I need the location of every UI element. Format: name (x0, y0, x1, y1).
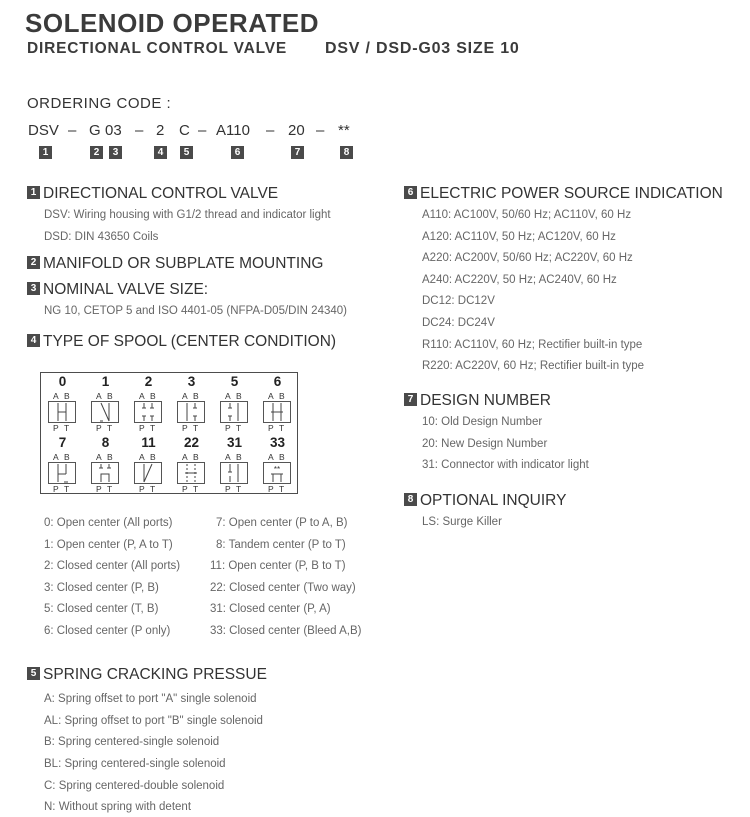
section-heading-8 (404, 492, 566, 510)
port-label-p: P (53, 484, 59, 493)
spool-description: 0: Open center (All ports) (44, 517, 173, 529)
section-title: TYPE OF SPOOL (CENTER CONDITION) (43, 333, 337, 350)
spool-6-symbol (260, 391, 294, 432)
spool-cell (41, 434, 84, 495)
port-label-p: P (225, 423, 231, 432)
port-label-a: A (139, 452, 145, 462)
flow-line (101, 474, 109, 482)
port-label-a: A (53, 452, 59, 462)
section-heading-1 (27, 185, 278, 203)
spool-7-symbol (45, 452, 79, 493)
spool-number: 2 (144, 374, 153, 389)
spool-description: 2: Closed center (All ports) (44, 560, 181, 572)
port-label-a: A (53, 391, 59, 401)
spec-item: 31: Connector with indicator light (422, 459, 589, 471)
port-label-b: B (64, 452, 70, 462)
port-label-a: A (268, 452, 274, 462)
spool-2-symbol (131, 391, 165, 432)
port-label-p: P (96, 423, 102, 432)
spool-description: 22: Closed center (Two way) (210, 582, 356, 594)
port-label-t: T (64, 484, 70, 493)
spec-item: A120: AC110V, 50 Hz; AC120V, 60 Hz (422, 231, 616, 243)
code-token: A110 (216, 122, 250, 139)
port-label-p: P (139, 423, 145, 432)
spool-box (221, 402, 248, 423)
port-label-t: T (107, 423, 113, 432)
code-token: 03 (105, 122, 122, 139)
spool-cell (84, 373, 127, 434)
spool-description: 1: Open center (P, A to T) (44, 539, 173, 551)
port-label-b: B (279, 391, 285, 401)
spool-number: 5 (230, 374, 239, 389)
code-token: 20 (288, 122, 305, 139)
spool-5-symbol (217, 391, 251, 432)
code-separator: – (135, 122, 144, 139)
code-position-badge: 2 (90, 146, 103, 159)
port-label-b: B (236, 391, 242, 401)
port-label-b: B (236, 452, 242, 462)
spool-number: 33 (269, 435, 286, 450)
spool-description: 33: Closed center (Bleed A,B) (210, 625, 362, 637)
spec-item: DC12: DC12V (422, 295, 495, 307)
port-label-t: T (107, 484, 113, 493)
spool-description: 11: Open center (P, B to T) (210, 560, 346, 572)
spool-number: 3 (187, 374, 196, 389)
spool-cell (127, 434, 170, 495)
port-label-b: B (107, 391, 113, 401)
code-position-badge: 6 (231, 146, 244, 159)
spec-item: R110: AC110V, 60 Hz; Rectifier built-in type (422, 339, 643, 351)
port-label-t: T (64, 423, 70, 432)
code-position-badge: 1 (39, 146, 52, 159)
port-label-t: T (279, 423, 285, 432)
spool-description: 31: Closed center (P, A) (210, 603, 331, 615)
port-label-b: B (150, 391, 156, 401)
spool-number: 1 (101, 374, 110, 389)
port-label-p: P (225, 484, 231, 493)
code-position-badge: 7 (291, 146, 304, 159)
code-position-badge: 3 (109, 146, 122, 159)
spool-box (221, 463, 248, 484)
port-label-p: P (96, 484, 102, 493)
spool-0-symbol (45, 391, 79, 432)
spec-item: A220: AC200V, 50/60 Hz; AC220V, 60 Hz (422, 252, 633, 264)
section-title: ELECTRIC POWER SOURCE INDICATION (420, 185, 723, 202)
port-label-p: P (182, 484, 188, 493)
spec-item: R220: AC220V, 60 Hz; Rectifier built-in type (422, 360, 645, 372)
spool-cell (256, 434, 299, 495)
section-title: DESIGN NUMBER (420, 392, 551, 409)
port-label-a: A (225, 391, 231, 401)
section-heading-6 (404, 185, 723, 203)
port-label-a: A (96, 452, 102, 462)
spool-cell (127, 373, 170, 434)
port-label-b: B (193, 452, 199, 462)
code-token: 2 (156, 122, 165, 139)
port-label-t: T (150, 484, 156, 493)
section-number-badge: 7 (404, 393, 417, 406)
spool-number: 11 (141, 435, 156, 450)
flow-line (101, 403, 109, 421)
bleed-mark: ** (273, 465, 281, 474)
spool-number: 8 (101, 435, 110, 450)
port-label-a: A (139, 391, 145, 401)
port-label-b: B (193, 391, 199, 401)
port-label-p: P (268, 423, 274, 432)
code-token: G (89, 122, 101, 139)
port-label-b: B (64, 391, 70, 401)
spec-item: 20: New Design Number (422, 438, 548, 450)
port-label-b: B (279, 452, 285, 462)
spool-number: 6 (273, 374, 282, 389)
port-label-t: T (236, 484, 242, 493)
spool-11-symbol (131, 452, 165, 493)
section-number-badge: 5 (27, 667, 40, 680)
spec-item: LS: Surge Killer (422, 516, 502, 528)
port-label-a: A (182, 452, 188, 462)
spec-item: BL: Spring centered-single solenoid (44, 758, 226, 770)
spec-item: A240: AC220V, 50 Hz; AC240V, 60 Hz (422, 274, 617, 286)
spec-item: 10: Old Design Number (422, 416, 543, 428)
spec-item: DSD: DIN 43650 Coils (44, 231, 159, 243)
section-heading-2 (27, 255, 323, 273)
port-label-b: B (107, 452, 113, 462)
spool-box (178, 402, 205, 423)
code-position-badge: 8 (340, 146, 353, 159)
port-label-p: P (182, 423, 188, 432)
spool-number: 7 (58, 435, 67, 450)
spool-description: 6: Closed center (P only) (44, 625, 171, 637)
code-separator: – (316, 122, 325, 139)
spool-33-symbol (260, 452, 294, 493)
spool-cell (213, 373, 256, 434)
section-heading-7 (404, 392, 551, 410)
section-title: DIRECTIONAL CONTROL VALVE (43, 185, 279, 202)
model-designation: DSV / DSD-G03 SIZE 10 (324, 40, 520, 57)
spec-item: DSV: Wiring housing with G1/2 thread and indicator light (44, 209, 331, 221)
code-token: ** (338, 122, 350, 139)
spool-cell (170, 373, 213, 434)
section-number-badge: 1 (27, 186, 40, 199)
spool-symbol-table (40, 372, 298, 494)
page-title: SOLENOID OPERATED (25, 8, 320, 38)
spec-item: A110: AC100V, 50/60 Hz; AC110V, 60 Hz (422, 209, 632, 221)
spool-cell (213, 434, 256, 495)
section-heading-3 (27, 281, 208, 299)
spool-3-symbol (174, 391, 208, 432)
spool-description: 5: Closed center (T, B) (44, 603, 159, 615)
spool-description: 3: Closed center (P, B) (44, 582, 159, 594)
port-label-a: A (268, 391, 274, 401)
spool-22-symbol (174, 452, 208, 493)
spool-8-symbol (88, 452, 122, 493)
section-title: SPRING CRACKING PRESSUE (43, 666, 267, 683)
port-label-a: A (96, 391, 102, 401)
section-number-badge: 8 (404, 493, 417, 506)
code-separator: – (68, 122, 77, 139)
spec-item: NG 10, CETOP 5 and ISO 4401-05 (NFPA-D05/DIN 24340) (44, 305, 347, 317)
code-separator: – (266, 122, 275, 139)
spool-cell (84, 434, 127, 495)
ordering-code-label: ORDERING CODE : (27, 95, 172, 112)
code-separator: – (198, 122, 207, 139)
spool-box (135, 402, 162, 423)
spool-cell (170, 434, 213, 495)
spool-box (92, 463, 119, 484)
spool-number: 22 (183, 435, 200, 450)
section-number-badge: 6 (404, 186, 417, 199)
section-title: MANIFOLD OR SUBPLATE MOUNTING (43, 255, 324, 272)
spec-item: B: Spring centered-single solenoid (44, 736, 220, 748)
port-label-t: T (279, 484, 285, 493)
section-number-badge: 2 (27, 256, 40, 269)
spec-item: AL: Spring offset to port "B" single solenoid (44, 715, 263, 727)
port-label-a: A (225, 452, 231, 462)
section-title: OPTIONAL INQUIRY (420, 492, 567, 509)
port-label-a: A (182, 391, 188, 401)
code-token: C (179, 122, 190, 139)
spool-cell (256, 373, 299, 434)
spool-31-symbol (217, 452, 251, 493)
section-heading-4 (27, 333, 336, 351)
spool-description: 7: Open center (P to A, B) (216, 517, 348, 529)
port-label-t: T (193, 423, 199, 432)
port-label-t: T (150, 423, 156, 432)
code-position-badge: 4 (154, 146, 167, 159)
spool-number: 0 (58, 374, 67, 389)
spool-1-symbol (88, 391, 122, 432)
section-number-badge: 4 (27, 334, 40, 347)
port-label-b: B (150, 452, 156, 462)
spec-item: C: Spring centered-double solenoid (44, 780, 225, 792)
port-label-t: T (193, 484, 199, 493)
section-title: NOMINAL VALVE SIZE: (43, 281, 209, 298)
spool-description: 8: Tandem center (P to T) (216, 539, 346, 551)
spec-item: DC24: DC24V (422, 317, 495, 329)
section-number-badge: 3 (27, 282, 40, 295)
port-label-p: P (139, 484, 145, 493)
spec-item: N: Without spring with detent (44, 801, 192, 813)
spool-cell (41, 373, 84, 434)
spec-item: A: Spring offset to port "A" single solenoid (44, 693, 257, 705)
spool-number: 31 (226, 435, 243, 450)
code-token: DSV (28, 122, 59, 139)
port-label-t: T (236, 423, 242, 432)
spool-box (49, 463, 76, 484)
subtitle-text: DIRECTIONAL CONTROL VALVE (27, 40, 287, 57)
section-heading-5 (27, 666, 267, 684)
port-label-p: P (268, 484, 274, 493)
code-position-badge: 5 (180, 146, 193, 159)
page-subtitle (27, 40, 520, 58)
flow-line (144, 464, 152, 482)
port-label-p: P (53, 423, 59, 432)
